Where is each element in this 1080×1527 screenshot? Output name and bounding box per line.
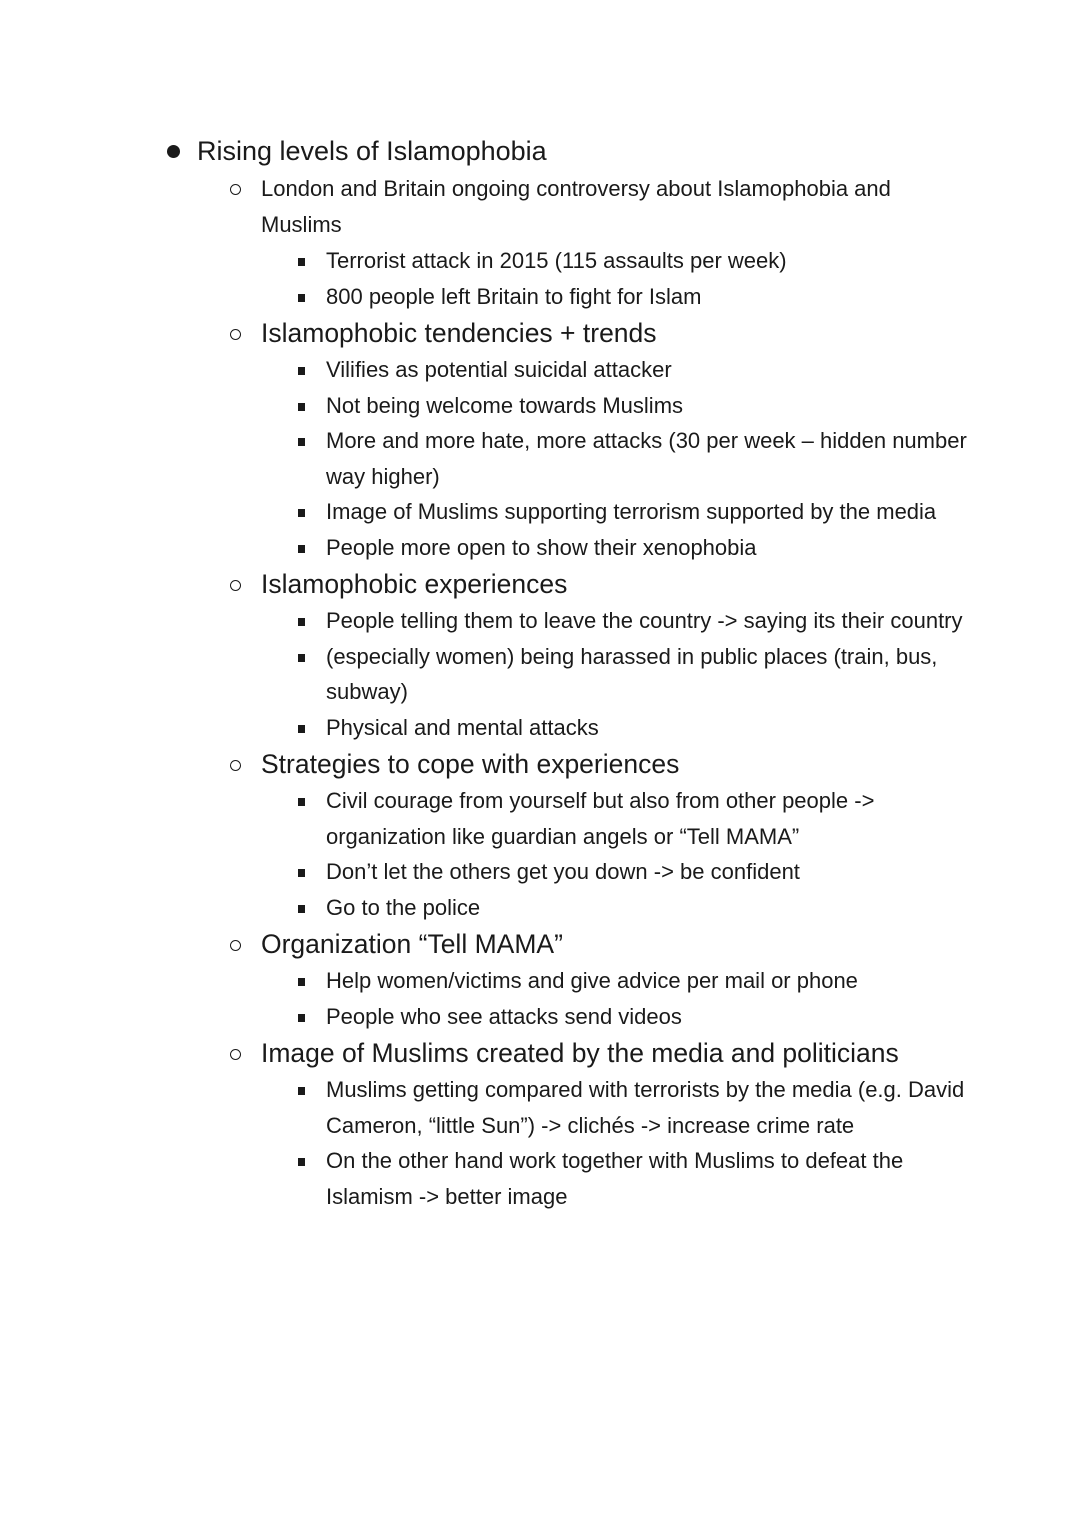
section-title: Strategies to cope with experiences <box>261 749 680 779</box>
section-items <box>261 243 970 314</box>
section-items <box>261 603 970 745</box>
list-item-text: More and more hate, more attacks (30 per week – hidden number way higher) <box>326 428 967 489</box>
hollow-circle-bullet-icon <box>230 580 241 591</box>
list-item-text: Terrorist attack in 2015 (115 assaults per week) <box>326 248 787 273</box>
square-bullet-icon <box>298 905 305 913</box>
list-item <box>261 530 970 566</box>
list-item <box>261 854 970 890</box>
square-bullet-icon <box>298 654 305 662</box>
filled-bullet-icon <box>167 145 180 158</box>
list-item <box>261 710 970 746</box>
square-bullet-icon <box>298 978 305 986</box>
list-item <box>261 352 970 388</box>
list-item <box>261 963 970 999</box>
section-title: Image of Muslims created by the media and politicians <box>261 1038 899 1068</box>
section-title: Islamophobic tendencies + trends <box>261 318 657 348</box>
list-item-text: Vilifies as potential suicidal attacker <box>326 357 672 382</box>
section-items <box>261 963 970 1034</box>
section-items <box>261 1072 970 1214</box>
section-list <box>230 171 970 1214</box>
main-heading: Rising levels of Islamophobia <box>197 136 547 166</box>
square-bullet-icon <box>298 1014 305 1022</box>
section-3 <box>230 745 970 925</box>
square-bullet-icon <box>298 403 305 411</box>
list-item-text: Help women/victims and give advice per mail or phone <box>326 968 858 993</box>
square-bullet-icon <box>298 367 305 375</box>
list-item-text: Physical and mental attacks <box>326 714 599 740</box>
list-item-text: Civil courage from yourself but also from other people -> organization like guardian angels or “Tell MAMA” <box>326 788 875 849</box>
list-item <box>261 243 970 279</box>
section-2 <box>230 565 970 745</box>
section-items <box>261 352 970 565</box>
list-item <box>261 1143 970 1214</box>
square-bullet-icon <box>298 798 305 806</box>
hollow-circle-bullet-icon <box>230 760 241 771</box>
list-item-text: People who see attacks send videos <box>326 1003 682 1029</box>
list-item-text: Muslims getting compared with terrorists by the media (e.g. David Cameron, “little Sun”) -> clichés -> increase crime rate <box>326 1077 965 1138</box>
list-item-text: People telling them to leave the country -> saying its their country <box>326 608 963 633</box>
list-item-text: Image of Muslims supporting terrorism supported by the media <box>326 499 937 524</box>
hollow-circle-bullet-icon <box>230 1049 241 1060</box>
section-title: Islamophobic experiences <box>261 569 568 599</box>
list-item <box>261 639 970 710</box>
square-bullet-icon <box>298 869 305 877</box>
square-bullet-icon <box>298 1087 305 1095</box>
list-item <box>261 423 970 494</box>
list-item <box>261 890 970 926</box>
list-item-text: Not being welcome towards Muslims <box>326 392 684 418</box>
list-item <box>261 1072 970 1143</box>
section-0 <box>230 171 970 314</box>
list-item <box>261 603 970 639</box>
section-5 <box>230 1034 970 1214</box>
list-item-text: Go to the police <box>326 894 481 920</box>
list-item <box>261 783 970 854</box>
list-item <box>261 388 970 424</box>
square-bullet-icon <box>298 1158 305 1166</box>
list-item-text: People more open to show their xenophobia <box>326 534 757 560</box>
list-item-text: On the other hand work together with Muslims to defeat the Islamism -> better image <box>326 1148 904 1209</box>
list-item-text: (especially women) being harassed in public places (train, bus, subway) <box>326 643 938 704</box>
hollow-circle-bullet-icon <box>230 184 241 195</box>
list-item-text: Don’t let the others get you down -> be confident <box>326 859 800 884</box>
section-title: London and Britain ongoing controversy about Islamophobia and Muslims <box>261 176 891 237</box>
section-title: Organization “Tell MAMA” <box>261 929 563 959</box>
square-bullet-icon <box>298 618 305 626</box>
section-1 <box>230 314 970 565</box>
square-bullet-icon <box>298 258 305 266</box>
list-item <box>261 999 970 1035</box>
section-4 <box>230 925 970 1034</box>
square-bullet-icon <box>298 725 305 733</box>
list-item <box>261 279 970 315</box>
square-bullet-icon <box>298 545 305 553</box>
square-bullet-icon <box>298 294 305 302</box>
list-item <box>261 494 970 530</box>
section-items <box>261 783 970 925</box>
square-bullet-icon <box>298 438 305 446</box>
list-item-text: 800 people left Britain to fight for Islam <box>326 283 702 309</box>
hollow-circle-bullet-icon <box>230 940 241 951</box>
hollow-circle-bullet-icon <box>230 329 241 340</box>
square-bullet-icon <box>298 509 305 517</box>
